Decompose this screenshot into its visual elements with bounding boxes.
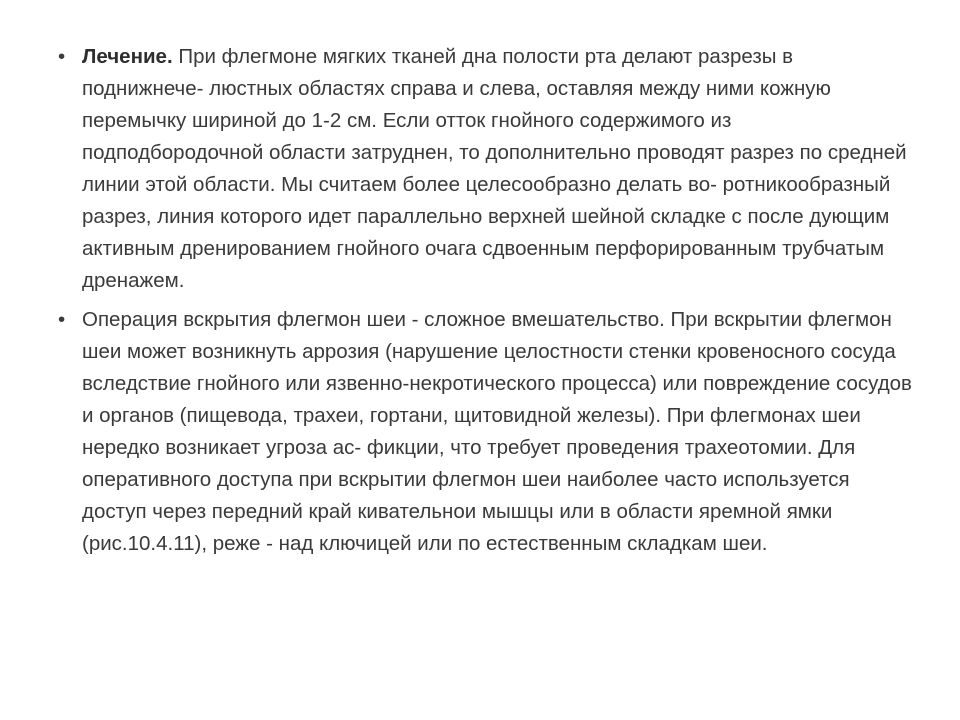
bullet-item-treatment [58, 41, 918, 297]
bullet-lead-heading: Лечение. [82, 45, 173, 68]
bullet-text: При флегмоне мягких тканей дна полости рта делают разрезы в поднижнече- люстных областях справа и слева, оставляя между ними кожную перемычку шириной до 1-2 см. Если отток гнойного содержимого из подподбородочной области затруднен, то дополнительно проводят разрез по средней линии этой области. Мы считаем более целесообразно делать во- ротникообразный разрез, линия которого идет параллельно верхней шейной складке с после дующим активным дренированием гнойного очага сдвоенным перфорированным трубчатым дренажем. [82, 45, 907, 292]
bullet-text: Операция вскрытия флегмон шеи - сложное вмешательство. При вскрытии флегмон шеи может возникнуть аррозия (нарушение целостности стенки кровеносного сосуда вследствие гнойного или язвенно-некротического процесса) или повреждение сосудов и органов (пищевода, трахеи, гортани, щитовидной железы). При флегмонах шеи нередко возникает угроза ас- фикции, что требует проведения трахеотомии. Для оперативного доступа при вскрытии флегмон шеи наиболее часто используется доступ через передний край кивательнои мышцы или в области яремной ямки (рис.10.4.11), реже - над ключицей или по естественным складкам шеи. [82, 308, 912, 555]
bullet-list [58, 41, 918, 567]
bullet-marker: • [58, 308, 66, 331]
bullet-marker: • [58, 45, 66, 68]
bullet-item-neck-surgery [58, 304, 918, 560]
